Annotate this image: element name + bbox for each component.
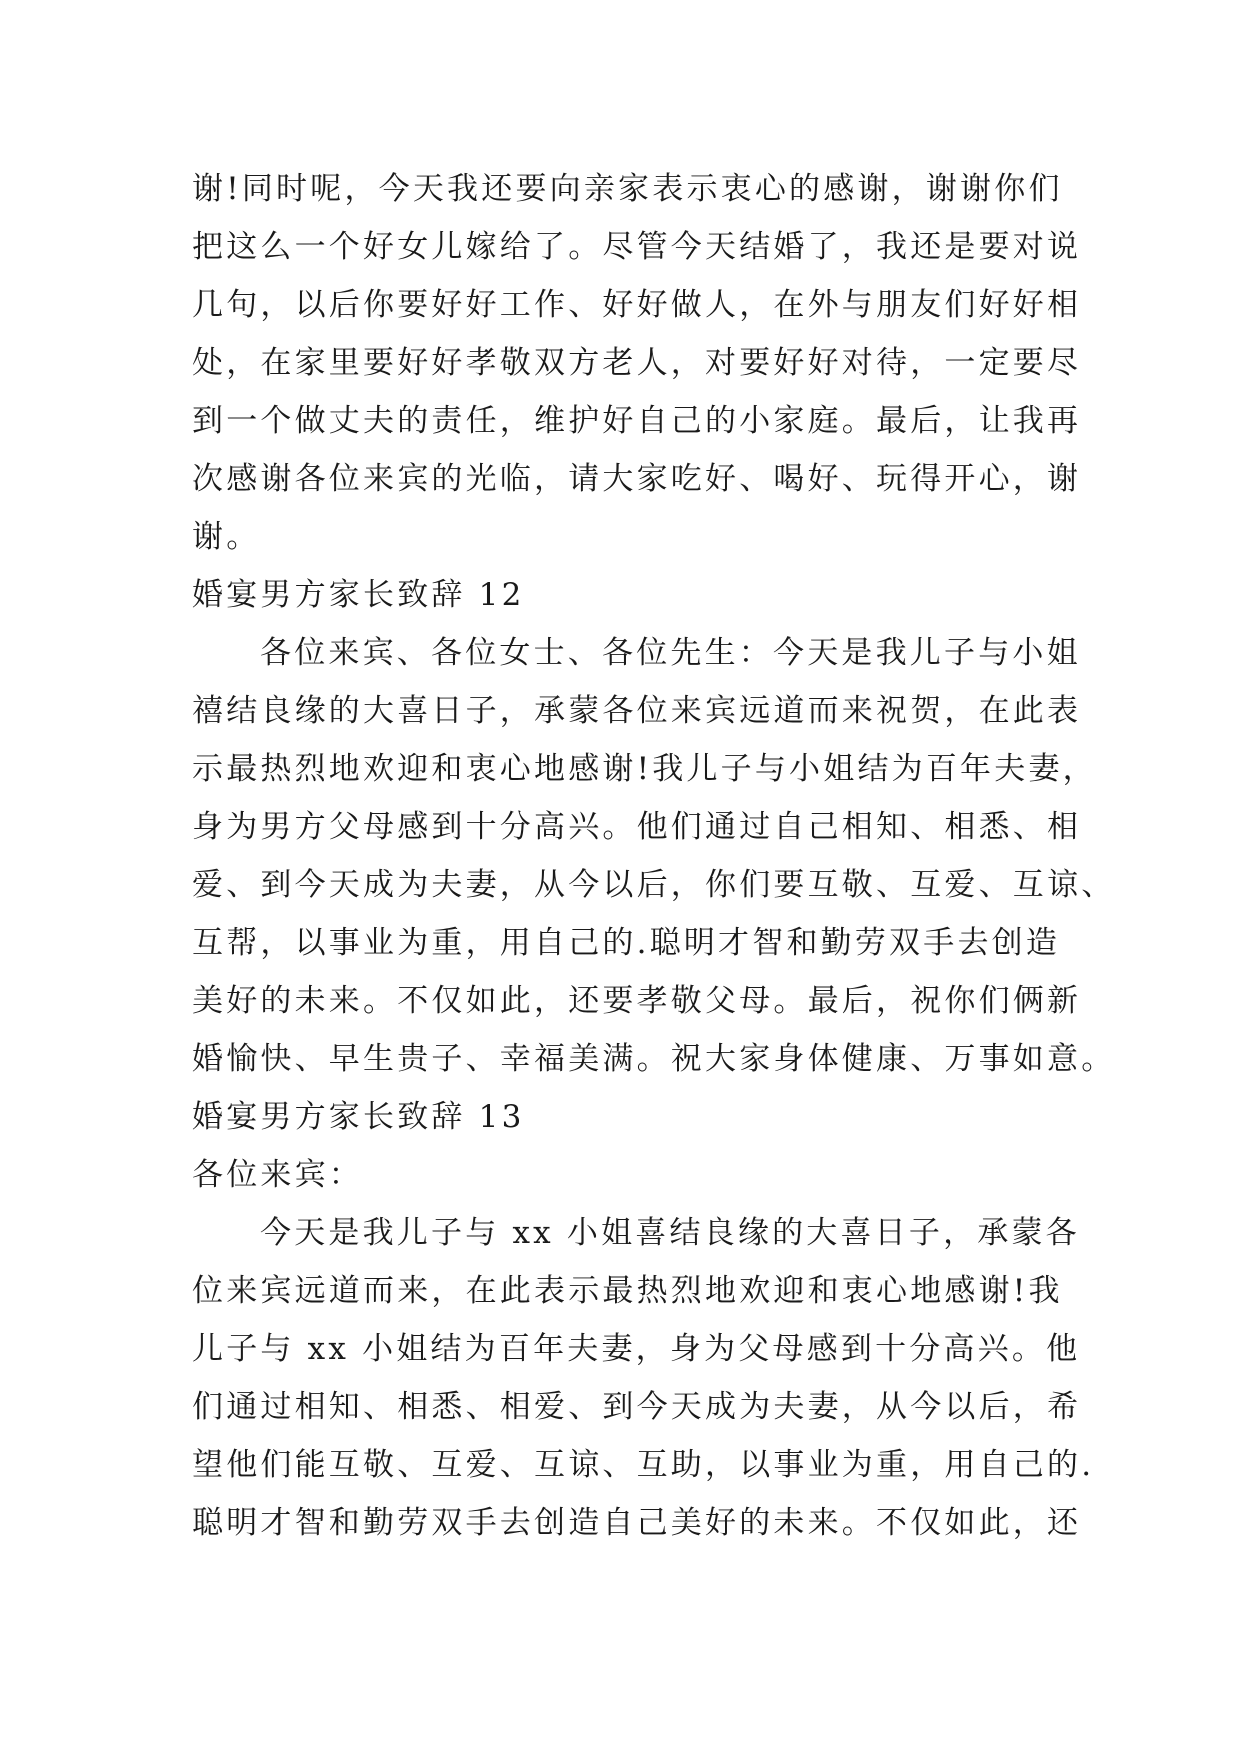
section-heading: 婚宴男方家长致辞 13 bbox=[192, 1099, 525, 1135]
text-line: 次感谢各位来宾的光临，请大家吃好、喝好、玩得开心，谢 bbox=[192, 461, 1082, 497]
text-line: 到一个做丈夫的责任，维护好自己的小家庭。最后，让我再 bbox=[192, 403, 1082, 439]
text-line: 位来宾远道而来，在此表示最热烈地欢迎和衷心地感谢!我 bbox=[192, 1273, 1063, 1309]
paragraph-first-line: 今天是我儿子与 xx 小姐喜结良缘的大喜日子，承蒙各 bbox=[260, 1215, 1080, 1251]
text-line: 儿子与 xx 小姐结为百年夫妻，身为父母感到十分高兴。他 bbox=[192, 1331, 1081, 1367]
text-line: 婚愉快、早生贵子、幸福美满。祝大家身体健康、万事如意。 bbox=[192, 1041, 1116, 1077]
section-heading: 婚宴男方家长致辞 12 bbox=[192, 577, 525, 613]
text-line: 示最热烈地欢迎和衷心地感谢!我儿子与小姐结为百年夫妻， bbox=[192, 751, 1097, 787]
text-line: 几句，以后你要好好工作、好好做人，在外与朋友们好好相 bbox=[192, 287, 1082, 323]
salutation-line: 各位来宾： bbox=[192, 1157, 363, 1193]
text-line: 互帮，以事业为重，用自己的.聪明才智和勤劳双手去创造 bbox=[192, 925, 1061, 961]
text-line: 谢。 bbox=[192, 519, 261, 555]
text-line: 望他们能互敬、互爱、互谅、互助，以事业为重，用自己的. bbox=[192, 1447, 1095, 1483]
text-line: 们通过相知、相悉、相爱、到今天成为夫妻，从今以后，希 bbox=[192, 1389, 1082, 1425]
text-line: 美好的未来。不仅如此，还要孝敬父母。最后，祝你们俩新 bbox=[192, 983, 1082, 1019]
text-line: 把这么一个好女儿嫁给了。尽管今天结婚了，我还是要对说 bbox=[192, 229, 1082, 265]
document-body bbox=[192, 160, 1116, 1552]
text-line: 身为男方父母感到十分高兴。他们通过自己相知、相悉、相 bbox=[192, 809, 1082, 845]
text-line: 爱、到今天成为夫妻，从今以后，你们要互敬、互爱、互谅、 bbox=[192, 867, 1116, 903]
text-line: 处，在家里要好好孝敬双方老人，对要好好对待，一定要尽 bbox=[192, 345, 1082, 381]
paragraph-first-line: 各位来宾、各位女士、各位先生：今天是我儿子与小姐 bbox=[260, 635, 1081, 671]
text-line: 聪明才智和勤劳双手去创造自己美好的未来。不仅如此，还 bbox=[192, 1505, 1082, 1541]
text-line: 谢!同时呢，今天我还要向亲家表示衷心的感谢，谢谢你们 bbox=[192, 171, 1063, 207]
text-line: 禧结良缘的大喜日子，承蒙各位来宾远道而来祝贺，在此表 bbox=[192, 693, 1082, 729]
